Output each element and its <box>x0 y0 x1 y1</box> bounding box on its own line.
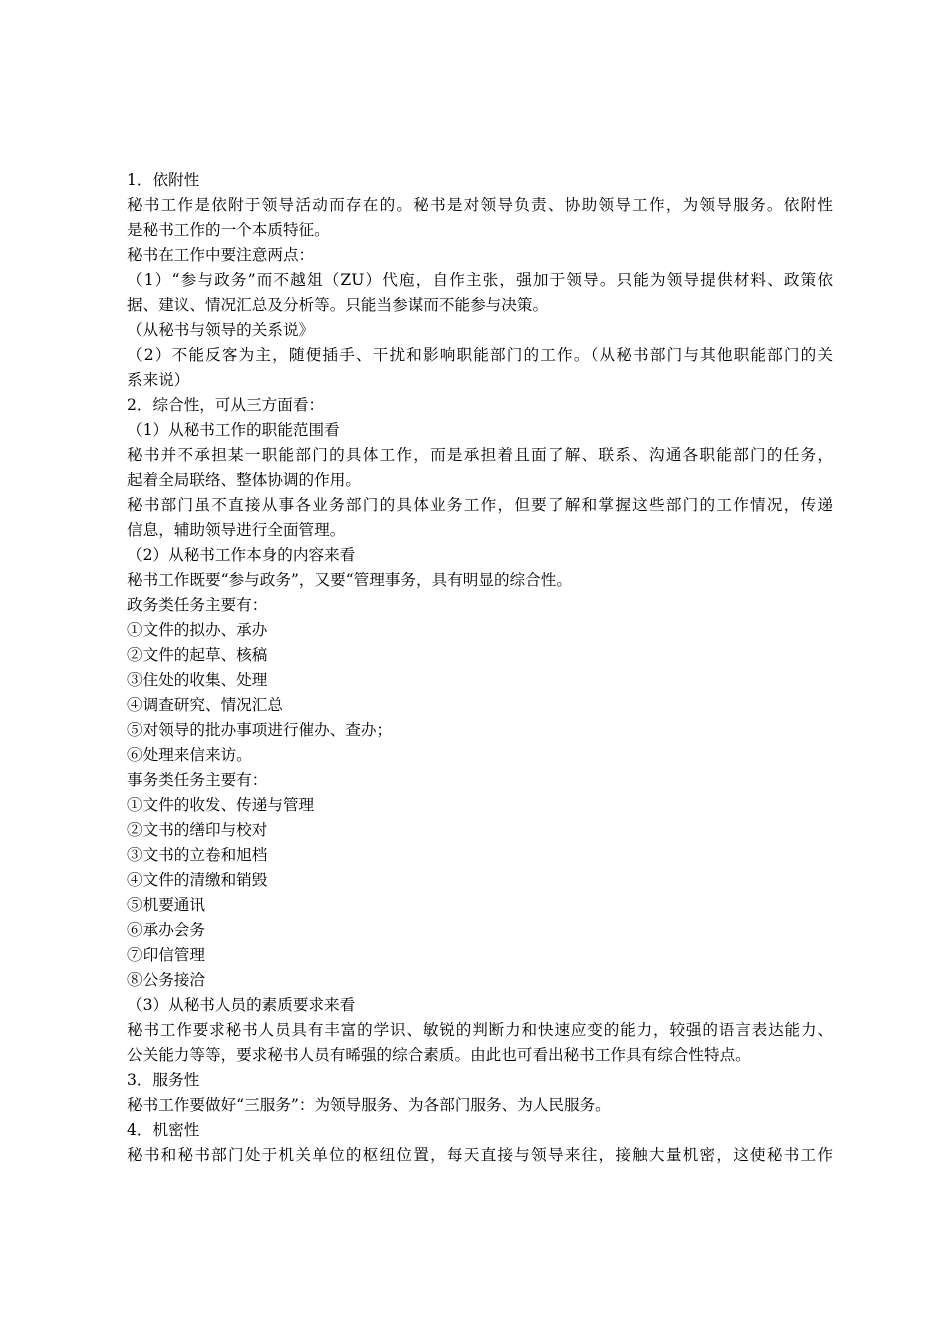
paragraph-line: （从秘书与领导的关系说》 <box>127 321 315 339</box>
paragraph-line: 秘书在工作中要注意两点： <box>127 246 315 264</box>
list-item: ⑧公务接洽 <box>127 971 205 989</box>
list-item: ①文件的收发、传递与管理 <box>127 796 315 814</box>
paragraph-line: （1）“参与政务”而不越俎（ZU）代庖，自作主张，强加于领导。只能为领导提供材料、政策依 <box>127 271 833 289</box>
heading-service: 3．服务性 <box>127 1071 200 1089</box>
heading-dependency: 1．依附性 <box>127 171 200 189</box>
paragraph-line: 秘书和秘书部门处于机关单位的枢纽位置，每天直接与领导来往，接触大量机密，这使秘书工作 <box>127 1146 833 1164</box>
list-item: ⑤对领导的批办事项进行催办、查办； <box>127 721 393 739</box>
paragraph-line: 秘书工作要做好“三服务”：为领导服务、为各部门服务、为人民服务。 <box>127 1096 611 1114</box>
list-item: ⑥处理来信来访。 <box>127 746 252 764</box>
paragraph-line: 秘书工作要求秘书人员具有丰富的学识、敏锐的判断力和快速应变的能力，较强的语言表达能力、 <box>127 1021 833 1039</box>
paragraph-line: 系来说） <box>127 371 190 389</box>
paragraph-line: （2）不能反客为主，随便插手、干扰和影响职能部门的工作。（从秘书部门与其他职能部门的关 <box>127 346 833 364</box>
paragraph-line: 秘书工作既要“参与政务”，又要“管理事务，具有明显的综合性。 <box>127 571 572 589</box>
paragraph-line: 秘书部门虽不直接从事各业务部门的具体业务工作，但要了解和掌握这些部门的工作情况，传递 <box>127 496 833 514</box>
paragraph-line: 起着全局联络、整体协调的作用。 <box>127 471 361 489</box>
list-item: ②文书的缮印与校对 <box>127 821 268 839</box>
subheading: （3）从秘书人员的素质要求来看 <box>127 996 356 1014</box>
list-item: ⑦印信管理 <box>127 946 205 964</box>
list-item: ③文书的立卷和旭档 <box>127 846 268 864</box>
paragraph-line: 是秘书工作的一个本质特征。 <box>127 221 330 239</box>
paragraph-line: 秘书工作是依附于领导活动而存在的。秘书是对领导负责、协助领导工作，为领导服务。依附性 <box>127 196 833 214</box>
list-item: ④文件的清缴和销毁 <box>127 871 268 889</box>
subheading: （2）从秘书工作本身的内容来看 <box>127 546 356 564</box>
heading-comprehensive: 2．综合性，可从三方面看： <box>127 396 325 414</box>
list-item: ⑥承办会务 <box>127 921 205 939</box>
list-item: ⑤机要通讯 <box>127 896 205 914</box>
list-heading: 政务类任务主要有： <box>127 596 268 614</box>
paragraph-line: 秘书并不承担某一职能部门的具体工作，而是承担着且面了解、联系、沟通各职能部门的任务， <box>127 446 833 464</box>
paragraph-line: 公关能力等等，要求秘书人员有晞强的综合素质。由此也可看出秘书工作具有综合性特点。 <box>127 1046 751 1064</box>
subheading: （1）从秘书工作的职能范围看 <box>127 421 340 439</box>
list-heading: 事务类任务主要有： <box>127 771 268 789</box>
paragraph-line: 据、建议、情况汇总及分析等。只能当参谋而不能参与决策。 <box>127 296 549 314</box>
document-body <box>127 168 833 1168</box>
list-item: ②文件的起草、核稿 <box>127 646 268 664</box>
paragraph-line: 信息，辅助领导进行全面管理。 <box>127 521 346 539</box>
list-item: ④调查研究、情况汇总 <box>127 696 283 714</box>
list-item: ③住处的收集、处理 <box>127 671 268 689</box>
heading-confidentiality: 4．机密性 <box>127 1121 200 1139</box>
list-item: ①文件的拟办、承办 <box>127 621 268 639</box>
